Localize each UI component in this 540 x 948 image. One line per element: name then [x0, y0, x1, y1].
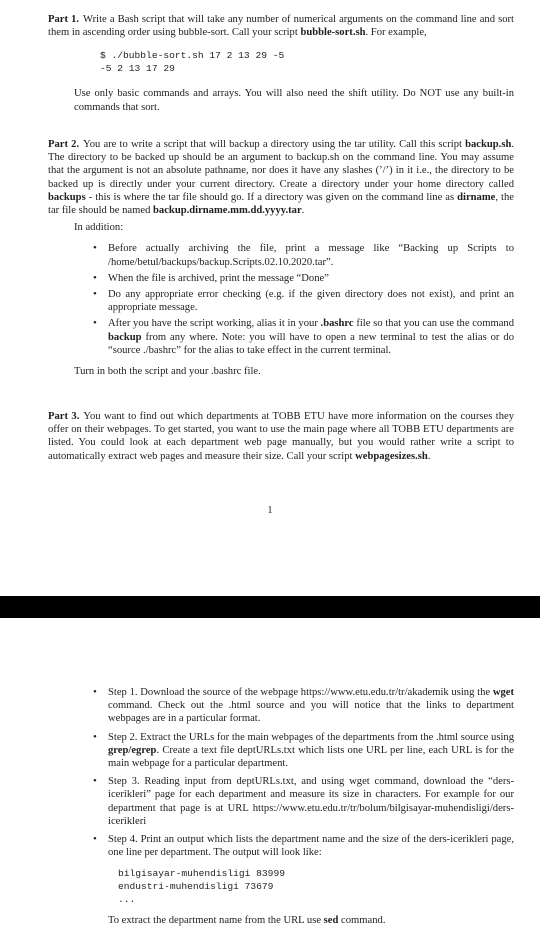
bullet-text-1: Before actually archiving the file, print a message like “Backing up Scripts to /home/betul/backups/backup.Scripts.02.10.2020.tar”. — [108, 243, 514, 268]
code-line-command: $ ./bubble-sort.sh 17 2 13 29 -5 — [100, 50, 285, 62]
list-item — [48, 731, 514, 771]
part-2-script-name: backup.sh — [465, 139, 512, 150]
step-4-text: Step 4. Print an output which lists the department name and the size of the ders-icerikleri page, one line per department. The output will look like: — [108, 834, 514, 859]
bullet-icon: • — [93, 317, 97, 330]
part-2-heading: Part 2. — [48, 139, 80, 150]
part-1-text-end: . For example, — [365, 27, 427, 39]
step-4-output-example — [118, 867, 514, 906]
output-line-2: endustri-muhendisligi 73679 — [118, 881, 274, 893]
part-3 — [48, 410, 514, 463]
part-2-text-4: , the tar file should be named — [48, 191, 514, 217]
bullet-icon: • — [93, 271, 97, 284]
part-2-dirname: dirname — [457, 191, 496, 203]
part-2-text-5: . — [301, 205, 305, 217]
part-3-script-name: webpagesizes.sh — [355, 450, 428, 462]
steps-list — [48, 686, 514, 928]
output-line-3: ... — [118, 894, 136, 906]
wget-command: wget — [492, 687, 514, 698]
part-2-addition: In addition: — [74, 222, 124, 234]
part-2-text-3: - this is where the tar file should go. If a directory was given on the command line as — [85, 191, 458, 203]
part-1-script-name: bubble-sort.sh — [300, 27, 366, 39]
step-2-text-a: Step 2. Extract the URLs for the main webpages of the departments from the .html source using — [108, 731, 514, 743]
bullet-text-4d: from any where. Note: you will have to open a new terminal to test the alias or do “source ./bashrc” for the alias to take effect in the current terminal. — [108, 331, 514, 356]
part-1-text: Write a Bash script that will take any number of numerical arguments on the command line and sort them in ascending order using bubble-sort. Call your script — [48, 14, 514, 39]
grep-command: grep/egrep — [108, 744, 157, 756]
bullet-icon: • — [93, 288, 97, 301]
sed-text-c: command. — [338, 915, 386, 927]
bullet-text-2: When the file is archived, print the message “Done” — [108, 272, 329, 284]
sed-command: sed — [323, 915, 339, 927]
sed-instruction — [108, 914, 514, 927]
output-line-1: bilgisayar-muhendisligi 83999 — [118, 868, 285, 880]
part-3-heading: Part 3. — [48, 411, 80, 422]
step-1-text-c: command. Check out the .html source and you will notice that the links to department webpages are in a particular format. — [108, 700, 514, 725]
part-2-backups-dir: backups — [48, 191, 86, 203]
part-2-tar-name: backup.dirname.mm.dd.yyyy.tar — [153, 205, 302, 217]
part-3-text: You want to find out which departments at TOBB ETU have more information on the courses they offer on their webpages. To get started, you want to use the main page where all TOBB ETU departments are listed. You could look at each department web page manually, but you would rather write a script to automatically extract web pages and measure their size. Call your script — [48, 411, 514, 462]
step-2-text-c: . Create a text file deptURLs.txt which lists one URL per line, each URL is for the main webpage for a particular department. — [108, 744, 514, 770]
part-2-text-1: You are to write a script that will backup a directory using the tar utility. Call this script — [83, 139, 466, 150]
step-3-text: Step 3. Reading input from deptURLs.txt, and using wget command, download the “ders-icerikleri” page for each department and measure its size in characters. For example for our department that page is at URL https://www.etu.edu.tr/tr/bolum/bilgisayar-muhendisligi/ders-icerikleri — [108, 776, 514, 827]
part-2-text-2: . The directory to be backed up should be an argument to backup.sh on the command line. You may assume that the argument is not an absolute pathname, nor does it have any slashes (’/’) in it i.e., the directory to be backed up is directly under your current directory. Create a directory under your home directory called — [48, 139, 514, 190]
list-item — [48, 288, 514, 314]
part-1-note: Use only basic commands and arrays. You will also need the shift utility. Do NOT use any built-in commands that sort. — [74, 88, 514, 113]
bullet-icon: • — [93, 686, 97, 698]
backup-command: backup — [108, 331, 142, 343]
bullet-text-4c: file so that you can use the command — [353, 318, 514, 330]
bullet-text-4a: After you have the script working, alias it in your — [108, 318, 321, 330]
page-number: 1 — [267, 505, 273, 516]
bullet-text-3: Do any appropriate error checking (e.g. if the given directory does not exist), and print an appropriate message. — [108, 289, 514, 314]
part-2-bullet-list — [48, 242, 514, 357]
part-2 — [48, 138, 514, 378]
list-item — [48, 317, 514, 357]
bullet-icon: • — [93, 242, 97, 255]
bullet-icon: • — [93, 775, 97, 788]
list-item — [48, 686, 514, 726]
list-item — [48, 775, 514, 828]
sed-text-a: To extract the department name from the URL use — [108, 915, 324, 927]
part-3-text-end: . — [427, 450, 431, 462]
list-item — [48, 833, 514, 928]
part-1-heading: Part 1. — [48, 14, 80, 25]
list-item — [48, 272, 514, 285]
document-page-2 — [0, 618, 540, 948]
part-2-turn-in: Turn in both the script and your .bashrc file. — [74, 366, 261, 378]
bullet-icon: • — [93, 730, 97, 743]
bashrc-name: .bashrc — [320, 318, 354, 330]
page-divider — [0, 596, 540, 618]
list-item — [48, 242, 514, 268]
part-1 — [48, 13, 514, 114]
code-line-output: -5 2 13 17 29 — [100, 63, 175, 75]
part-1-code-example — [48, 49, 514, 75]
step-1-text-a: Step 1. Download the source of the webpage https://www.etu.edu.tr/tr/akademik using the — [108, 687, 493, 698]
bullet-icon: • — [93, 833, 97, 846]
